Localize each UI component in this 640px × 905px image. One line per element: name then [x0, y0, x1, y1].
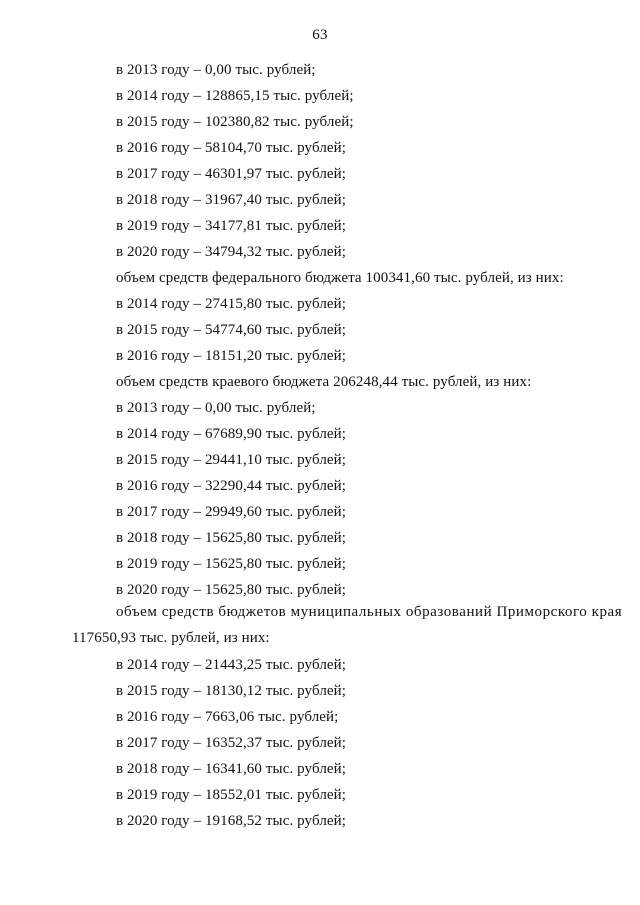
text-line: в 2018 году – 31967,40 тыс. рублей;: [116, 192, 347, 208]
text-line: в 2019 году – 34177,81 тыс. рублей;: [116, 218, 347, 234]
text-line: в 2015 году – 54774,60 тыс. рублей;: [116, 322, 347, 338]
text-line: в 2017 году – 46301,97 тыс. рублей;: [116, 166, 347, 182]
page-number: 63: [312, 27, 328, 43]
paragraph-heading: объем средств бюджетов муниципальных образований Приморского края: [116, 604, 623, 620]
text-line: 117650,93 тыс. рублей, из них:: [72, 630, 270, 646]
text-line: в 2019 году – 15625,80 тыс. рублей;: [116, 556, 347, 572]
text-line: в 2015 году – 18130,12 тыс. рублей;: [116, 683, 347, 699]
text-line: в 2020 году – 19168,52 тыс. рублей;: [116, 813, 347, 829]
text-line: в 2017 году – 16352,37 тыс. рублей;: [116, 735, 347, 751]
paragraph-heading: объем средств краевого бюджета 206248,44 тыс. рублей, из них:: [116, 374, 532, 390]
text-line: в 2016 году – 32290,44 тыс. рублей;: [116, 478, 347, 494]
text-line: в 2015 году – 29441,10 тыс. рублей;: [116, 452, 347, 468]
text-line: в 2020 году – 15625,80 тыс. рублей;: [116, 582, 347, 598]
text-line: в 2015 году – 102380,82 тыс. рублей;: [116, 114, 354, 130]
text-line: в 2018 году – 16341,60 тыс. рублей;: [116, 761, 347, 777]
paragraph-heading: объем средств федерального бюджета 100341,60 тыс. рублей, из них:: [116, 270, 564, 286]
text-line: в 2018 году – 15625,80 тыс. рублей;: [116, 530, 347, 546]
text-line: в 2016 году – 18151,20 тыс. рублей;: [116, 348, 347, 364]
text-line: в 2013 году – 0,00 тыс. рублей;: [116, 400, 316, 416]
text-line: в 2016 году – 58104,70 тыс. рублей;: [116, 140, 347, 156]
text-line: в 2020 году – 34794,32 тыс. рублей;: [116, 244, 347, 260]
text-line: в 2014 году – 67689,90 тыс. рублей;: [116, 426, 347, 442]
text-line: в 2014 году – 128865,15 тыс. рублей;: [116, 88, 354, 104]
text-line: в 2019 году – 18552,01 тыс. рублей;: [116, 787, 347, 803]
text-line: в 2013 году – 0,00 тыс. рублей;: [116, 62, 316, 78]
text-line: в 2014 году – 21443,25 тыс. рублей;: [116, 657, 347, 673]
text-line: в 2017 году – 29949,60 тыс. рублей;: [116, 504, 347, 520]
text-line: в 2016 году – 7663,06 тыс. рублей;: [116, 709, 339, 725]
text-line: в 2014 году – 27415,80 тыс. рублей;: [116, 296, 347, 312]
